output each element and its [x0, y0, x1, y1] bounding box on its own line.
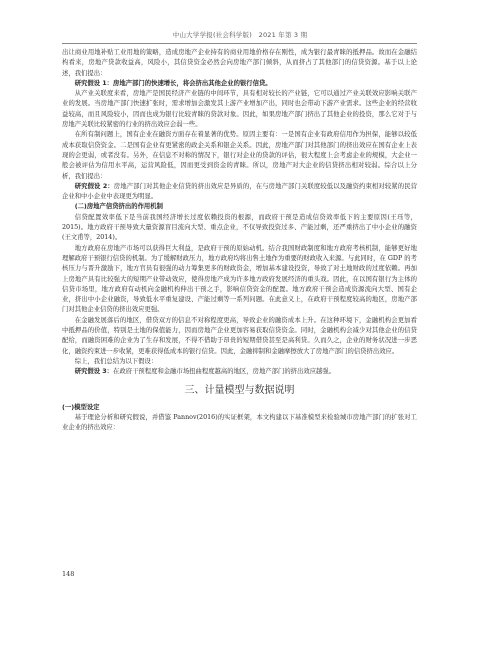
page-number: 148 [62, 570, 75, 578]
paragraph: 出让商业用地补贴工业用地的策略，造成房地产企业持有的商业用地价格存在刚性，成为银行最青睐的抵押品。故而在金融结构看来，房地产贷款收益高，风险小，其信贷资金必然会向房地产部门倾斜，从而挤占了其他部门的信贷资源。基于以上论述，我们提出： [62, 49, 417, 77]
hypothesis-1 [62, 79, 417, 89]
hypothesis-label: 研究假设 1： [74, 79, 114, 87]
hypothesis-label: 研究假设 2： [74, 182, 114, 190]
hypothesis-label: 研究假设 3： [74, 368, 114, 376]
paragraph: 综上，我们总结为以下假设： [74, 357, 158, 365]
hypothesis-text: 房地产部门的快速增长，将会挤出其他企业的银行信贷。 [113, 79, 272, 87]
paragraph: 基于理论分析和研究假说，并借鉴 Pannov(2016)的实证框架，本文构建以下基准模型来检验城市房地产部门的扩张对工业企业的挤出效应： [62, 413, 417, 432]
paragraph: 从产业关联度来看，房地产是国民经济产业链的中间环节，具有相对较长的产业链，它可以通过产业关联效应影响关联产业的发展。当房地产部门快速扩张时，需求增加会激发其上游产业增加产出，同时也会带动下游产业需求。这些企业的经营收益较高，而且风险较小，因而也成为银行比较青睐的贷款对象。因此，如果房地产部门挤出了其他企业的投资，那么它对于与房地产关联比较紧密的行业的挤出效应会弱一些。 [62, 90, 417, 129]
hypothesis-3 [62, 367, 417, 377]
subsection-heading: (一)模型设定 [62, 403, 100, 411]
paragraph: 信贷配置效率低下是当前我国经济增长过度依赖投资的根源，而政府干预是造成信贷效率低下的主要原因(王珏等，2015)。地方政府干预导致大量资源盲目流向大型、重点企业，不仅导致投资过多、产能过剩，还严重挤出了中小企业的融资(王文甫等，2014)。 [62, 213, 417, 242]
header-rule [62, 43, 417, 44]
hypothesis-2 [62, 182, 417, 203]
hypothesis-text: 房地产部门对其他企业信贷的挤出效应是异质的，在与房地产部门关联度较低以及融资约束相对较紧的民营企业和中小企业中表现更为明显。 [62, 182, 417, 201]
hypothesis-text: 在政府干预程度和金融市场扭曲程度越高的地区，房地产部门的挤出效应越强。 [113, 368, 336, 376]
body-text [62, 48, 417, 433]
paragraph: 在金融发展落后的地区，借贷双方的信息不对称程度更高，导致企业的融资成本上升。在这种环境下，金融机构会更加看中抵押品的价值，特别是土地的保值能力，因而房地产企业更加容易获取信贷资金。同时，金融机构会减少对其他企业的信贷配给，而融资困难的企业为了生存和发展，不得不借助于昂贵的短期借贷甚至是高利贷。久而久之，企业的财务状况进一步恶化，融资约束进一步收紧，更难获得低成本的银行信贷。因此，金融抑制和金融摩擦放大了房地产部门的信贷挤出效应。 [62, 316, 417, 355]
running-head: 中山大学学报(社会科学版) 2021 年第 3 期 [172, 31, 308, 39]
subsection-heading: (二)房地产信贷挤出的作用机制 [74, 203, 163, 211]
paragraph: 地方政府在房地产市场可以获得巨大利益，是政府干预的原始动机。结合我国财政制度和地方政府考核机制，能够更好地理解政府干预银行信贷的机制。为了缓解财政压力，地方政府均将出售土地作为重要的财政收入来源。与此同时，在 GDP 的考核压力与晋升激励下，地方官员有很强的动力筹集更多的财政资金，增加基本建设投资，导致了对土地财政的过度依赖。再加上房地产具有比较强大的短期产业带动效应，使得房地产成为许多地方政府发展经济的重头戏。因此，在以国有银行为主体的信贷市场里，地方政府有动机向金融机构伸出干预之手，影响信贷资金的配置。地方政府干预会造成资源流向大型、国有企业，挤出中小企业融资，导致低水平重复建设、产能过剩等一系列问题。在此意义上，在政府干预程度较高的地区，房地产部门对其他企业信贷的挤出效应更强。 [62, 244, 417, 314]
section-title: 三、计量模型与数据说明 [184, 384, 295, 396]
paragraph: 在所有制问题上，国有企业在融资方面存在着显著的优势。原因主要有：一是国有企业有政府信用作为担保，能够以较低成本获取信贷资金。二是国有企业有更紧密的政企关系和银企关系。因此，房地产部门对其他部门的挤出效应在国有企业上表现的会更弱，或者没有。另外，在信息不对称的情况下，银行对企业的贷款的评估，很大程度上会考虑企业的规模，大企业一般会被评估为信用水平高，运营风险低，因而更受到资金的青睐。所以，房地产对大企业的信贷挤出相对较弱。综合以上分析，我们提出： [62, 131, 417, 180]
